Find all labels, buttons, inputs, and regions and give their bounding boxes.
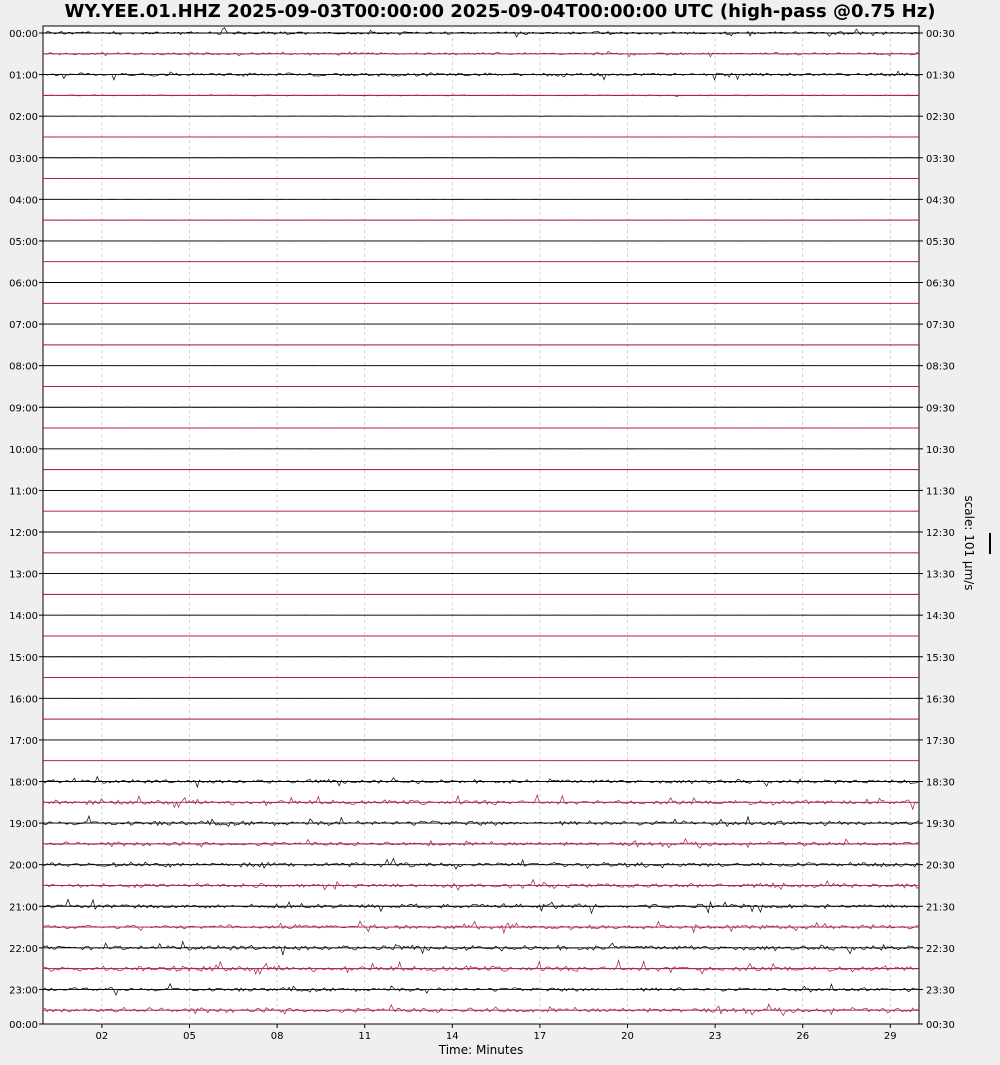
right-time-label: 06:30: [926, 278, 955, 290]
x-tick-label: 08: [270, 1031, 284, 1042]
right-time-label: 18:30: [926, 777, 955, 789]
right-time-label: 09:30: [926, 403, 955, 415]
left-time-label: 21:00: [9, 902, 38, 914]
right-time-label: 13:30: [926, 569, 955, 581]
right-time-label: 15:30: [926, 652, 955, 664]
right-time-label: 10:30: [926, 444, 955, 456]
chart-title: WY.YEE.01.HHZ 2025-09-03T00:00:00 2025-09-04T00:00:00 UTC (high-pass @0.75 Hz): [64, 1, 936, 22]
x-tick-label: 02: [95, 1031, 109, 1042]
x-tick-label: 29: [883, 1031, 897, 1042]
left-time-label: 19:00: [9, 819, 38, 831]
right-time-label: 12:30: [926, 528, 955, 539]
right-time-label: 21:30: [926, 902, 955, 914]
left-time-label: 01:00: [9, 70, 38, 82]
left-time-label: 10:00: [9, 444, 38, 456]
left-time-label: 12:00: [9, 528, 38, 539]
left-time-label: 18:00: [9, 777, 38, 789]
left-time-label: 17:00: [9, 735, 38, 747]
right-time-label: 17:30: [926, 735, 955, 747]
right-time-label: 08:30: [926, 361, 955, 373]
left-time-label: 05:00: [9, 236, 38, 248]
left-time-label: 06:00: [9, 278, 38, 290]
right-time-label: 02:30: [926, 112, 955, 124]
scale-label: scale: 101 µm/s: [962, 495, 976, 591]
right-time-labels: [919, 29, 955, 1031]
right-time-label: 07:30: [926, 320, 955, 332]
right-time-label: 04:30: [926, 195, 955, 207]
left-time-label: 14:00: [9, 611, 38, 623]
left-time-labels: [9, 29, 43, 1031]
right-time-label: 19:30: [926, 819, 955, 831]
left-time-label: 04:00: [9, 195, 38, 207]
x-axis-ticks: [96, 1024, 897, 1042]
x-tick-label: 26: [796, 1031, 810, 1042]
x-tick-label: 23: [708, 1031, 722, 1042]
right-time-label: 22:30: [926, 943, 955, 955]
left-time-label: 00:00: [9, 1020, 38, 1031]
right-time-label: 20:30: [926, 860, 955, 872]
plot-area: [43, 26, 919, 1024]
left-time-label: 09:00: [9, 403, 38, 415]
left-time-label: 23:00: [9, 985, 38, 997]
left-time-label: 22:00: [9, 943, 38, 955]
right-time-label: 05:30: [926, 236, 955, 248]
right-time-label: 16:30: [926, 694, 955, 706]
left-time-label: 08:00: [9, 361, 38, 373]
right-time-label: 23:30: [926, 985, 955, 997]
x-tick-label: 11: [358, 1031, 372, 1042]
left-time-label: 02:00: [9, 112, 38, 124]
left-time-label: 15:00: [9, 652, 38, 664]
right-time-label: 11:30: [926, 486, 955, 498]
left-time-label: 03:00: [9, 153, 38, 165]
left-time-label: 07:00: [9, 320, 38, 332]
x-tick-label: 17: [533, 1031, 547, 1042]
left-time-label: 16:00: [9, 694, 38, 706]
x-tick-label: 20: [621, 1031, 634, 1042]
right-time-label: 01:30: [926, 70, 955, 82]
right-time-label: 00:30: [926, 1020, 955, 1031]
x-axis-label: Time: Minutes: [438, 1043, 524, 1057]
left-time-label: 20:00: [9, 860, 38, 872]
right-time-label: 00:30: [926, 29, 955, 40]
x-tick-label: 05: [183, 1031, 196, 1042]
left-time-label: 13:00: [9, 569, 38, 581]
left-time-label: 11:00: [9, 486, 38, 498]
right-time-label: 14:30: [926, 611, 955, 623]
left-time-label: 00:00: [9, 29, 38, 40]
x-tick-label: 14: [445, 1031, 459, 1042]
right-time-label: 03:30: [926, 153, 955, 165]
